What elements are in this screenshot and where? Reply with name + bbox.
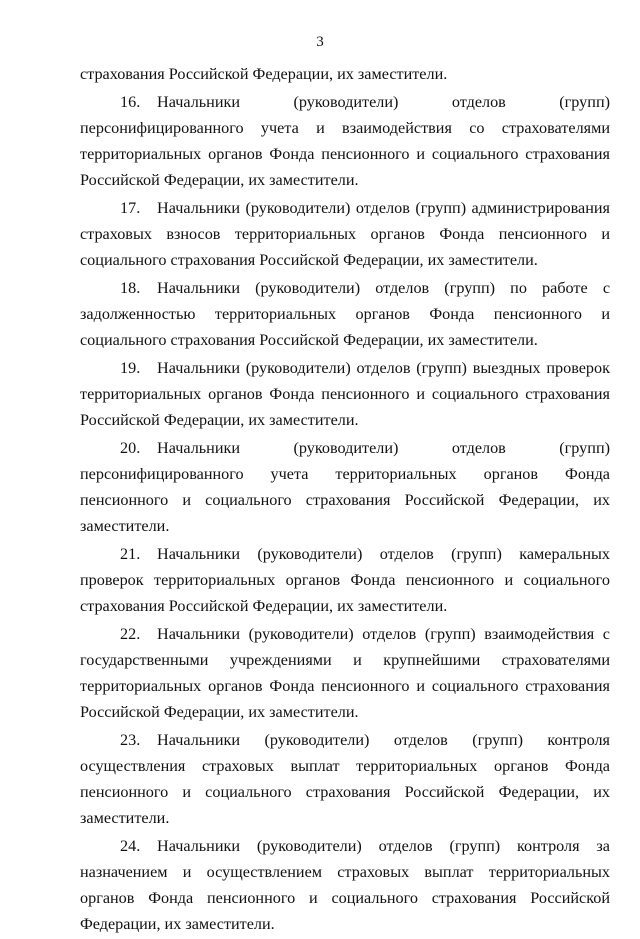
item-text: Начальники (руководители) отделов (групп) по работе с задолженностью территориальных органов Фонда пенсионного и социального страхования Российской Федерации, их заместители. [80,279,610,349]
item-number: 23. [120,731,141,749]
item-number: 20. [120,439,141,457]
item-number: 18. [120,279,141,297]
item-text: Начальники (руководители) отделов (групп) контроля осуществления страховых выплат территориальных органов Фонда пенсионного и социального страхования Российской Федерации, их заместители. [80,731,610,827]
document-body [80,61,610,939]
item-text: Начальники (руководители) отделов (групп) персонифицированного учета территориальных органов Фонда пенсионного и социального страхования Российской Федерации, их заместители. [80,439,610,535]
item-text: Начальники (руководители) отделов (групп) администрирования страховых взносов территориальных органов Фонда пенсионного и социального страхования Российской Федерации, их заместители. [80,199,610,269]
list-item-22 [80,621,610,725]
item-number: 22. [120,625,141,643]
item-text: Начальники (руководители) отделов (групп) персонифицированного учета и взаимодействия со страхователями территориальных органов Фонда пенсионного и социального страхования Российской Федерации, их заместители. [80,93,610,189]
item-text: Начальники (руководители) отделов (групп) выездных проверок территориальных органов Фонда пенсионного и социального страхования Российской Федерации, их заместители. [80,359,610,429]
list-item-23 [80,727,610,831]
list-item-24 [80,833,610,937]
list-item-18 [80,275,610,353]
page-number: 3 [316,34,324,50]
list-item-19 [80,355,610,433]
list-item-20 [80,435,610,539]
item-number: 17. [120,199,141,217]
item-number: 21. [120,545,141,563]
item-number: 19. [120,359,141,377]
list-item-16 [80,89,610,193]
item-number: 16. [120,93,141,111]
item-text: Начальники (руководители) отделов (групп) контроля за назначением и осуществлением страховых выплат территориальных органов Фонда пенсионного и социального страхования Российской Федерации, их заместители. [80,837,610,933]
list-item-17 [80,195,610,273]
item-text: Начальники (руководители) отделов (групп) взаимодействия с государственными учреждениями и крупнейшими страхователями территориальных органов Фонда пенсионного и социального страхования Российской Федерации, их заместители. [80,625,610,721]
list-item-21 [80,541,610,619]
item-text: Начальники (руководители) отделов (групп) камеральных проверок территориальных органов Фонда пенсионного и социального страхования Российской Федерации, их заместители. [80,545,610,615]
item-number: 24. [120,837,141,855]
continuation-text: страхования Российской Федерации, их заместители. [80,65,448,83]
